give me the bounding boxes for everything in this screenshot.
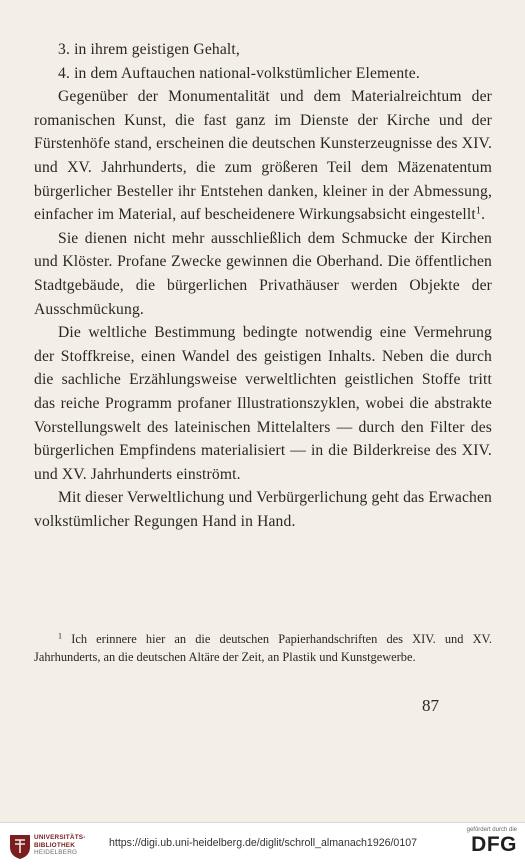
dfg-logo[interactable] xyxy=(447,827,517,865)
list-marker: 4. xyxy=(58,64,70,82)
footnote-reference: 1 xyxy=(475,205,482,217)
permalink-url[interactable]: https://digi.ub.uni-heidelberg.de/diglit/schroll_almanach1926/0107 xyxy=(108,837,417,849)
library-name-line2: BIBLIOTHEK xyxy=(34,841,76,849)
funder-name: DFG xyxy=(471,833,517,856)
footnote-text: Ich erinnere hier an die deutschen Papierhandschriften des XIV. und XV. Jahrhunderts, an die deutschen Altäre der Zeit, an Plastik und Kunstgewerbe. xyxy=(34,632,492,665)
list-item-3 xyxy=(34,38,492,62)
list-marker: 3. xyxy=(58,41,70,58)
footnote-marker: 1 xyxy=(58,631,63,641)
library-name-line3: HEIDELBERG xyxy=(34,849,78,857)
paragraph-2: Sie dienen nicht mehr ausschließlich dem Schmucke der Kirchen und Klöster. Profane Zwecke gewinnen die Oberhand. Die öffentlichen Stadtgebäude, die bürgerlichen Privathäuser werden Objekte der Ausschmückung. xyxy=(34,229,492,318)
university-seal-icon xyxy=(6,831,34,861)
list-text: in dem Auftauchen national-volkstümlicher Elemente. xyxy=(74,64,420,82)
footnote xyxy=(34,630,492,667)
paragraph-1-text: Gegenüber der Monumentalität und dem Materialreichtum der romanischen Kunst, die fast ganz im Dienste der Kirche und der Fürstenhöfe stand, erscheinen die deutschen Kunsterzeugnisse des XIV. und XV. Jahrhunderts, die zum größeren Teil dem Mäzenatentum bürgerlicher Besteller ihr Entstehen danken, kleiner in der Abmessung, einfacher im Material, auf bescheidenere Wirkungsabsicht eingestellt xyxy=(34,88,492,224)
paragraph-3: Die weltliche Bestimmung bedingte notwendig eine Vermehrung der Stoffkreise, einen Wandel des geistigen Inhalts. Neben die durch die sachliche Erzählungsweise verweltlichten geistlichen Stoffe tritt das reiche Programm profaner Illustrationszyklen, wobei die abstrakte Vorstellungswelt des lateinischen Mittelalters — durch den Filter des bürgerlichen Empfindens materialisiert — in die Bilderkreise des XIV. und XV. Jahrhunderts einströmt. xyxy=(34,324,492,483)
page-number: 87 xyxy=(422,696,439,715)
library-logo[interactable] xyxy=(6,831,116,861)
list-text: in ihrem geistigen Gehalt, xyxy=(74,41,240,58)
paragraph-4: Mit dieser Verweltlichung und Verbürgerlichung geht das Erwachen volkstümlicher Regungen Hand in Hand. xyxy=(34,489,492,530)
funder-note: gefördert durch die xyxy=(466,827,517,833)
library-name-line1: UNIVERSITÄTS- xyxy=(34,834,86,841)
paragraph-1 xyxy=(34,85,492,227)
paragraph-1-end: . xyxy=(481,206,486,224)
viewer-footer xyxy=(0,822,525,868)
main-text xyxy=(34,38,492,533)
list-item-4 xyxy=(34,62,492,86)
